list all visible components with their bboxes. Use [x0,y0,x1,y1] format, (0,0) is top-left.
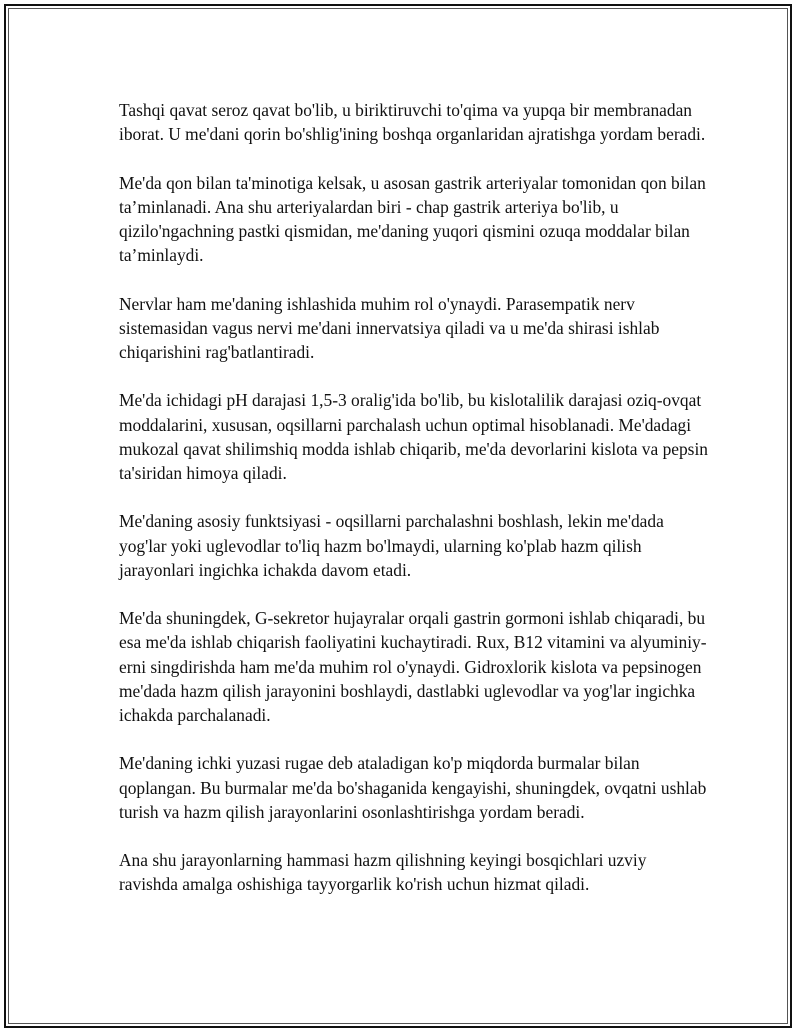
paragraph-blood-supply: Me'da qon bilan ta'minotiga kelsak, u asosan gastrik arteriyalar tomonidan qon bilan ta’minlanadi. Ana shu arteriyalardan biri - chap gastrik arteriya bo'lib, u qizilo'ngachning pastki qismidan, me'daning yuqori qismini ozuqa moddalar bilan ta’minlaydi. [119,172,706,266]
paragraph-conclusion: Ana shu jarayonlarning hammasi hazm qilishning keyingi bosqichlari uzviy ravishda amalga oshishiga tayyorgarlik ko'rish uchun hizmat qiladi. [119,850,647,895]
document-body [119,98,709,897]
paragraph-ph-level: Me'da ichidagi pH darajasi 1,5-3 oralig'ida bo'lib, bu kislotalilik darajasi oziq-ovqat moddalarini, xususan, oqsillarni parchalash uchun optimal hisoblanadi. Me'dadagi mukozal qavat shilimshiq modda ishlab chiqarib, me'da devorlarini kislota va pepsin ta'siridan himoya qiladi. [119,390,708,483]
paragraph-serous-layer: Tashqi qavat seroz qavat bo'lib, u biriktiruvchi to'qima va yupqa bir membranadan iborat. U me'dani qorin bo'shlig'ining boshqa organlaridan ajratishga yordam beradi. [119,100,706,145]
paragraph-rugae: Me'daning ichki yuzasi rugae deb ataladigan ko'p miqdorda burmalar bilan qoplangan. Bu burmalar me'da bo'shaganida kengayishi, shuningdek, ovqatni ushlab turish va hazm qilish jarayonlarini osonlashtirishga yordam beradi. [119,753,707,822]
paragraph-main-function: Me'daning asosiy funktsiyasi - oqsillarni parchalashni boshlash, lekin me'dada yog'lar yoki uglevodlar to'liq hazm bo'lmaydi, ularning ko'plab hazm qilish jarayonlari ingichka ichakda davom etadi. [119,511,664,580]
paragraph-nerves: Nervlar ham me'daning ishlashida muhim rol o'ynaydi. Parasempatik nerv sistemasidan vagus nervi me'dani innervatsiya qiladi va u me'da shirasi ishlab chiqarishini rag'batlantiradi. [119,293,660,362]
page-frame [4,4,792,1028]
paragraph-gastrin: Me'da shuningdek, G-sekretor hujayralar orqali gastrin gormoni ishlab chiqaradi, bu esa me'da ishlab chiqarish faoliyatini kuchaytiradi. Rux, B12 vitamini va alyuminiy-erni singdirishda ham me'da muhim rol o'ynaydi. Gidroxlorik kislota va pepsinogen me'dada hazm qilish jarayonini boshlaydi, dastlabki uglevodlar va yog'lar ingichka ichakda parchalanadi. [119,608,707,725]
